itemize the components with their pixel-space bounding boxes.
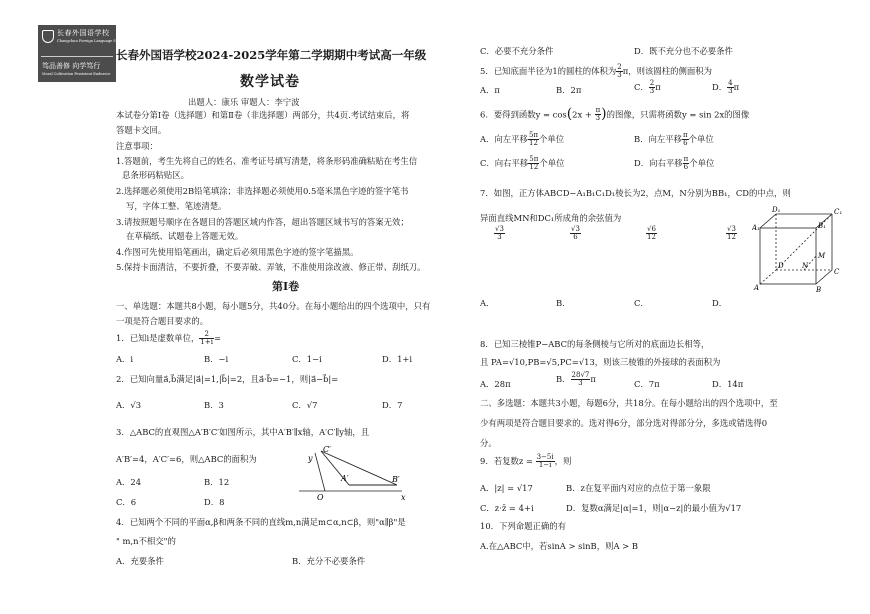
question-8-stem-2: 且 PA=√10,PB=√5,PC=√13，则该三棱锥的外接球的表面积为 [480, 357, 721, 367]
q6-option-c [480, 156, 564, 171]
q5-c-pre: C． [634, 82, 649, 92]
q4-option-b: B．充分不必要条件 [292, 556, 366, 566]
exam-authors: 出题人：康乐 审题人：李宁波 [188, 97, 300, 107]
intro-line-2: 答题卡交回。 [116, 125, 167, 135]
q9-stem-pre: 9．若复数z = [480, 456, 536, 466]
q3-label-o: O [317, 493, 324, 502]
q8-option-d: D．14π [712, 379, 744, 389]
q8-option-c: C．7π [634, 379, 660, 389]
note-3b: 在草稿纸、试题卷上答题无效。 [126, 231, 244, 241]
q3-option-a: A．24 [116, 477, 142, 487]
q9-option-b: B．z在复平面内对应的点位于第一象限 [566, 483, 711, 493]
q8-option-b [556, 372, 596, 387]
q7-answer-d [726, 226, 737, 241]
q8-b-num: 28√7 [571, 371, 590, 379]
exam-title: 长春外国语学校2024-2025学年第二学期期中考试高一年级 [116, 48, 427, 62]
q5-option-a: A．π [480, 85, 500, 95]
q9-option-c: C．z·z̄ = 4+i [480, 503, 534, 513]
q6-a-post: 个单位 [539, 134, 565, 144]
school-emblem-icon [42, 30, 54, 43]
q6-b-den: 6 [683, 139, 688, 147]
q5-stem-post: π，则该圆柱的侧面积为 [622, 66, 713, 76]
q7-label-d: D [778, 262, 784, 270]
q7-label-n: N [802, 262, 809, 270]
q1-option-a: A．i [116, 354, 134, 364]
q6-frac-num: π [595, 106, 601, 115]
q3-oblique-figure [297, 445, 407, 503]
q5-d-post: π [733, 82, 740, 92]
q6-b-num: π [683, 131, 688, 139]
q7-d-num: √3 [727, 225, 736, 233]
q5-c-post: π [655, 82, 661, 92]
q6-stem-arg: 2x + [572, 109, 595, 120]
q3-label-x: x [401, 493, 406, 502]
q1-stem-end: = [213, 333, 221, 343]
question-5-stem [480, 64, 712, 79]
q6-stem-post: 的图像，只需将函数y = sin 2x的图像 [606, 109, 750, 120]
q7-c-den: 12 [647, 233, 656, 241]
q3-label-b: B′ [392, 475, 400, 484]
q1-option-d: D．1+i [382, 354, 413, 364]
exam-subject: 数学试卷 [240, 74, 300, 90]
q7-answer-c [646, 226, 657, 241]
q7-a-num: √3 [495, 225, 504, 233]
q3-option-c: C．6 [116, 497, 137, 507]
note-2a: 2.选择题必须使用2B铅笔填涂；非选择题必须使用0.5毫米黑色字迹的签字笔书 [116, 186, 409, 196]
q5-frac-num: 2 [617, 63, 622, 71]
q7-label-a: A [754, 284, 760, 292]
question-6-stem [480, 106, 749, 124]
q7-a-fraction [494, 226, 505, 241]
q6-a-fraction [528, 132, 539, 147]
section-2-desc-1: 二、多选题：本题共3小题，每题6分，共18分。在每小题给出的四个选项中，至 [480, 398, 778, 408]
q1-frac-den: 1+i [200, 338, 213, 346]
q7-edge-bc [816, 270, 832, 284]
q4-option-c: C．必要不充分条件 [480, 46, 554, 56]
q7-c-num: √6 [647, 225, 656, 233]
q3-y-axis [315, 453, 325, 491]
note-2b: 写，字体工整、笔迹清楚。 [126, 201, 227, 211]
question-4-stem-1: 4．已知两个不同的平面α,β和两条不同的直线m,n满足m⊂α,n⊂β，则"α∥β"是 [116, 517, 406, 527]
logo-motto-en: Moral Cultivation Persistent Endeavor [42, 72, 111, 76]
logo-school-name: 长春外国语学校 [57, 29, 110, 37]
question-2-stem: 2．已知向量a⃗,b⃗满足|a⃗|=1,|b⃗|=2，且a⃗·b⃗=−1，则|a⃗−b⃗|= [116, 374, 339, 384]
q5-d-pre: D． [712, 82, 728, 92]
intro-line-1: 本试卷分第Ⅰ卷（选择题）和第Ⅱ卷（非选择题）两部分，共4页.考试结束后，将 [116, 110, 410, 120]
q9-stem-post: ，则 [554, 456, 572, 466]
q5-c-num: 2 [649, 79, 655, 87]
q5-d-num: 4 [728, 79, 733, 87]
q5-c-den: 3 [649, 87, 655, 95]
question-1-stem [116, 331, 221, 346]
logo-school-name-en: Changchun Foreign Language School [57, 39, 126, 43]
q7-cube-front-face [760, 228, 816, 284]
q6-c-post: 个单位 [539, 158, 565, 168]
q7-b-num: √3 [571, 225, 580, 233]
q6-d-den: 6 [683, 163, 689, 171]
q6-b-pre: B．向左平移 [634, 134, 683, 144]
q8-option-a: A．28π [480, 379, 511, 389]
q9-frac-num: 3−5i [536, 453, 554, 461]
q9-frac-den: 1−i [538, 461, 552, 469]
q7-d-fraction [726, 226, 737, 241]
q6-c-fraction [528, 156, 539, 171]
q5-option-c [634, 80, 661, 95]
note-1a: 1.答题前，考生先将自己的姓名、准考证号填写清楚，将条形码准确粘贴在考生信 [116, 156, 418, 166]
section-1-desc-2: 一项是符合题目要求的。 [116, 316, 209, 326]
note-5: 5.保持卡面清洁，不要折叠，不要弄破、弄皱，不准使用涂改液、修正带、刮纸刀。 [116, 262, 426, 272]
q7-edge-a1d1 [760, 214, 776, 228]
section-1-heading: 第Ⅰ卷 [272, 280, 300, 293]
question-8-stem-1: 8．已知三棱锥P−ABC的每条侧棱与它所对的底面边长相等， [480, 339, 710, 349]
q8-b-fraction [571, 372, 591, 387]
q7-label-a1: A₁ [752, 224, 760, 232]
q10-option-a: A.在△ABC中，若sinA > sinB，则A > B [480, 541, 638, 551]
q9-option-a: A．|z| = √17 [480, 483, 533, 493]
q7-label-d1: D₁ [772, 206, 781, 214]
q7-option-a: A． [480, 298, 495, 308]
section-1-desc-1: 一、单选题：本题共8小题，每小题5分，共40分。在每小题给出的四个选项中，只有 [116, 301, 431, 311]
q7-b-fraction [570, 226, 581, 241]
question-4-stem-2: " m,n不相交"的 [116, 536, 176, 546]
q7-b-den: 6 [573, 233, 578, 241]
logo-divider [41, 56, 113, 57]
q6-b-post: 个单位 [688, 134, 714, 144]
question-10-stem: 10．下列命题正确的有 [480, 521, 567, 531]
q7-label-c: C [834, 268, 840, 276]
note-3a: 3.请按照题号顺序在各题目的答题区域内作答，超出答题区域书写的答案无效； [116, 217, 409, 227]
q1-option-b: B．−i [204, 354, 229, 364]
q6-stem-pre: 6．要得到函数y = cos [480, 109, 567, 120]
q4-option-a: A．充要条件 [116, 556, 164, 566]
q6-a-num: 5π [528, 131, 538, 139]
q5-option-d [712, 80, 739, 95]
q5-frac-den: 3 [617, 71, 622, 79]
section-2-desc-2: 少有两项是符合题目要求的。选对得6分，部分选对得部分分，多选或错选得0 [480, 418, 768, 428]
q3-label-a: A′ [341, 474, 349, 483]
q8-b-post: π [590, 374, 596, 384]
q8-b-den: 3 [578, 379, 583, 387]
q6-d-num: π [683, 155, 689, 163]
q5-d-den: 3 [728, 87, 733, 95]
q7-label-b: B [816, 286, 822, 292]
note-4: 4.作图可先使用铅笔画出，确定后必须用黑色字迹的签字笔描黑。 [116, 247, 359, 257]
q7-label-b1: B₁ [818, 222, 826, 230]
q4-option-d: D．既不充分也不必要条件 [634, 46, 733, 56]
q6-d-pre: D．向右平移 [634, 158, 683, 168]
section-2-desc-3: 分。 [480, 438, 497, 448]
q3-label-y: y [308, 454, 313, 463]
q7-option-b: B． [556, 298, 571, 308]
q7-d-den: 12 [727, 233, 736, 241]
q6-paren-open: ( [566, 106, 573, 122]
q6-d-post: 个单位 [689, 158, 715, 168]
q3-edge-cb [321, 451, 397, 485]
q7-answer-b [570, 226, 581, 241]
q1-fraction [199, 331, 214, 346]
q3-option-d: D．8 [204, 497, 225, 507]
q6-c-pre: C．向右平移 [480, 158, 529, 168]
q7-edge-ad [760, 270, 776, 284]
note-1b: 息条形码粘贴区。 [122, 170, 189, 180]
q6-option-d [634, 156, 714, 171]
q7-option-d: D． [712, 298, 728, 308]
q2-option-c: C．√7 [292, 400, 318, 410]
q7-cube-figure [752, 206, 842, 292]
notes-title: 注意事项： [116, 141, 158, 151]
q7-answer-a [494, 226, 505, 241]
q7-label-m: M [818, 252, 826, 260]
q1-stem-text: 1．已知i是虚数单位， [116, 333, 200, 343]
q7-c-fraction [646, 226, 657, 241]
question-9-stem [480, 454, 571, 469]
q5-option-b: B．2π [556, 85, 582, 95]
q6-c-den: 12 [529, 163, 539, 171]
question-7-stem-1: 7．如图，正方体ABCD−A₁B₁C₁D₁棱长为2，点M，N分别为BB₁，CD的中点，则 [480, 188, 791, 198]
q8-b-pre: B． [556, 374, 571, 384]
q7-option-c: C． [634, 298, 649, 308]
q1-option-c: C．1−i [292, 354, 322, 364]
q9-fraction [536, 454, 555, 469]
q2-option-d: D．7 [382, 400, 403, 410]
q2-option-b: B．3 [204, 400, 224, 410]
q2-option-a: A．√3 [116, 400, 142, 410]
q6-option-b [634, 132, 714, 147]
q7-label-c1: C₁ [834, 208, 842, 216]
q6-a-den: 12 [529, 139, 538, 147]
q6-a-pre: A．向左平移 [480, 134, 528, 144]
q6-option-a [480, 132, 564, 147]
logo-motto: 笃品善修 向学笃行 [42, 62, 101, 70]
q5-stem-pre: 5．已知底面半径为1的圆柱的体积为 [480, 66, 617, 76]
q6-paren-close: ) [601, 106, 607, 122]
question-7-stem-2: 异面直线MN和DC₁所成角的余弦值为 [480, 213, 622, 223]
q9-option-d: D．复数α满足|α|=1，则|α−z|的最小值为√17 [566, 503, 742, 513]
q6-b-fraction [682, 132, 689, 147]
q6-frac-den: 3 [595, 114, 601, 123]
q1-frac-num: 2 [199, 331, 214, 339]
q6-c-num: 5π [529, 155, 539, 163]
school-logo [38, 25, 126, 82]
question-3-stem-1: 3．△ABC的直观图△A′B′C′如图所示，其中A′B′∥x轴，A′C′∥y轴，且 [116, 427, 370, 437]
q3-label-c: C′ [323, 445, 331, 454]
q7-a-den: 3 [497, 233, 502, 241]
question-3-stem-2: A′B′=4，A′C′=6，则△ABC的面积为 [116, 454, 257, 464]
q3-option-b: B．12 [204, 477, 230, 487]
